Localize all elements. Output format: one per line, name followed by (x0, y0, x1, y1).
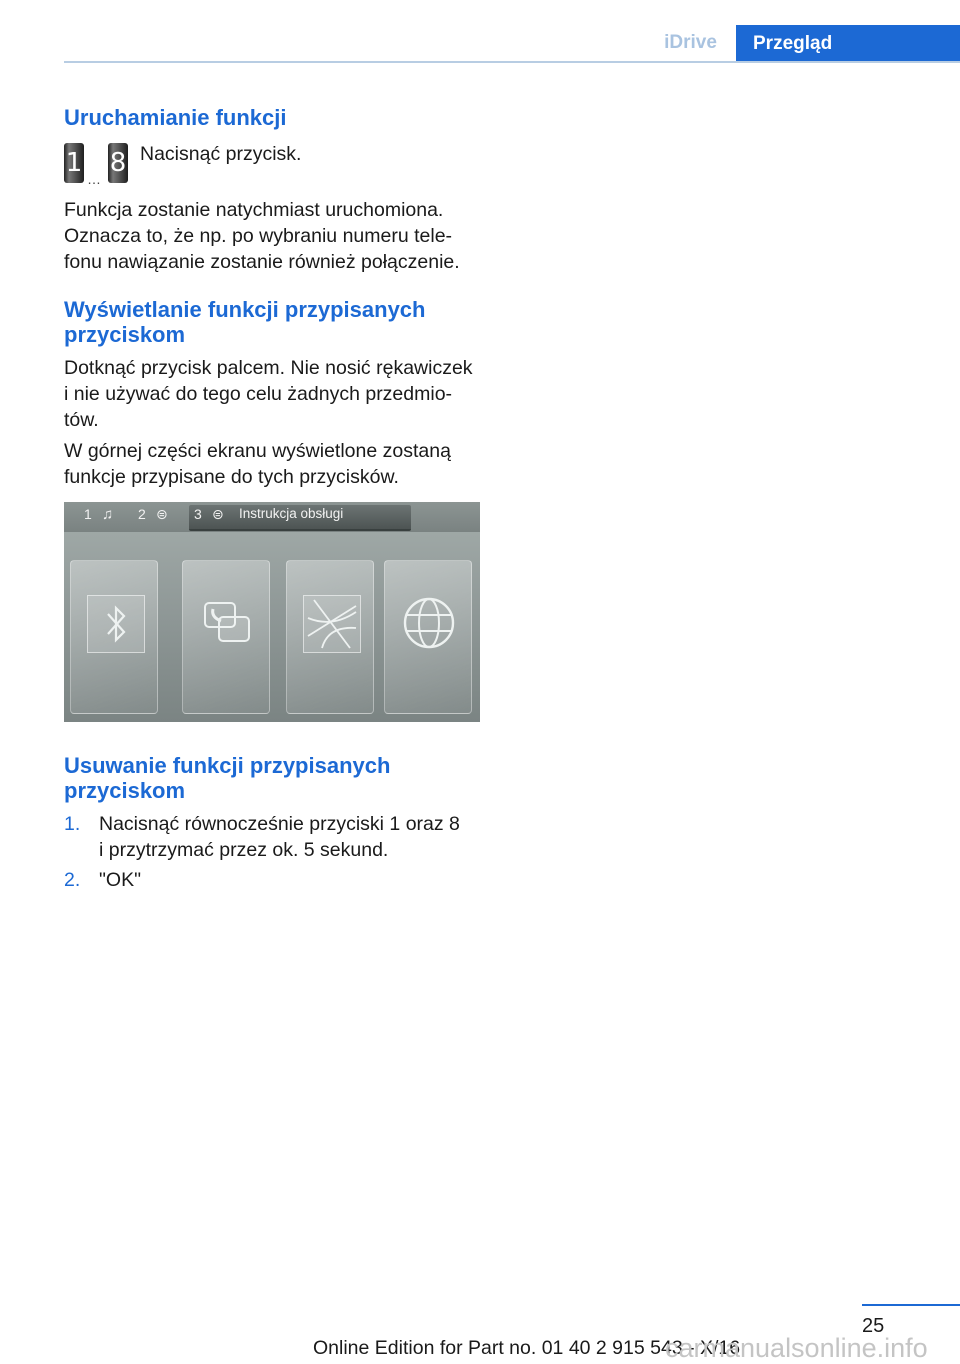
car-icon: ⊜ (156, 506, 168, 522)
section-tab: Przegląd (736, 25, 960, 62)
step-number: 2. (64, 869, 81, 891)
step-number: 1. (64, 813, 81, 835)
tile-bluetooth (70, 560, 158, 714)
chapter-label: iDrive (664, 32, 717, 53)
ellipsis: … (87, 171, 102, 187)
car-icon: ⊜ (212, 506, 224, 522)
favorite-1-label: 1 (84, 506, 92, 522)
idrive-screen-image (64, 502, 480, 722)
key-1-icon: 1 (64, 143, 84, 183)
tile-navigation (286, 560, 374, 714)
heading-show-functions-cont: przyciskom (64, 322, 186, 347)
map-icon (303, 595, 361, 653)
tile-online (384, 560, 472, 714)
edition-note: Online Edition for Part no. 01 40 2 915 543 - X/16 (313, 1337, 741, 1359)
step-text: Nacisnąć równocześnie przyciski 1 oraz 8 (99, 813, 460, 835)
heading-remove-functions: Usuwanie funkcji przypisanych (64, 753, 391, 778)
favorite-3-label: 3 (194, 506, 202, 522)
heading-show-functions: Wyświetlanie funkcji przypisanych (64, 297, 426, 322)
bluetooth-icon (87, 595, 145, 653)
body-line: Oznacza to, że np. po wybraniu numeru tele- (64, 225, 453, 247)
body-line: Funkcja zostanie natychmiast uruchomiona. (64, 199, 444, 221)
phone-icon (199, 595, 255, 651)
body-line: tów. (64, 409, 99, 431)
step-text: i przytrzymać przez ok. 5 sekund. (99, 839, 389, 861)
favorite-2-label: 2 (138, 506, 146, 522)
watermark: carmanualsonline.info (665, 1333, 928, 1363)
tile-phone (182, 560, 270, 714)
favorite-keys-icon (64, 143, 130, 185)
body-line: Dotknąć przycisk palcem. Nie nosić rękawiczek (64, 357, 473, 379)
instruction-press-key: Nacisnąć przycisk. (140, 143, 302, 165)
body-line: i nie używać do tego celu żadnych przedmio- (64, 383, 453, 405)
music-note-icon: ♫ (102, 506, 114, 523)
page-number: 25 (862, 1315, 885, 1337)
step-text: "OK" (99, 869, 142, 891)
body-line: W górnej części ekranu wyświetlone zostaną (64, 440, 451, 462)
body-line: fonu nawiązanie zostanie również połączenie. (64, 251, 460, 273)
header-rule (64, 61, 960, 63)
body-line: funkcje przypisane do tych przycisków. (64, 466, 399, 488)
heading-remove-functions-cont: przyciskom (64, 778, 186, 803)
globe-icon (401, 595, 457, 651)
footer-rule (862, 1304, 960, 1306)
heading-start-function: Uruchamianie funkcji (64, 105, 287, 130)
favorite-3-title: Instrukcja obsługi (239, 506, 344, 521)
key-8-icon: 8 (108, 143, 128, 183)
